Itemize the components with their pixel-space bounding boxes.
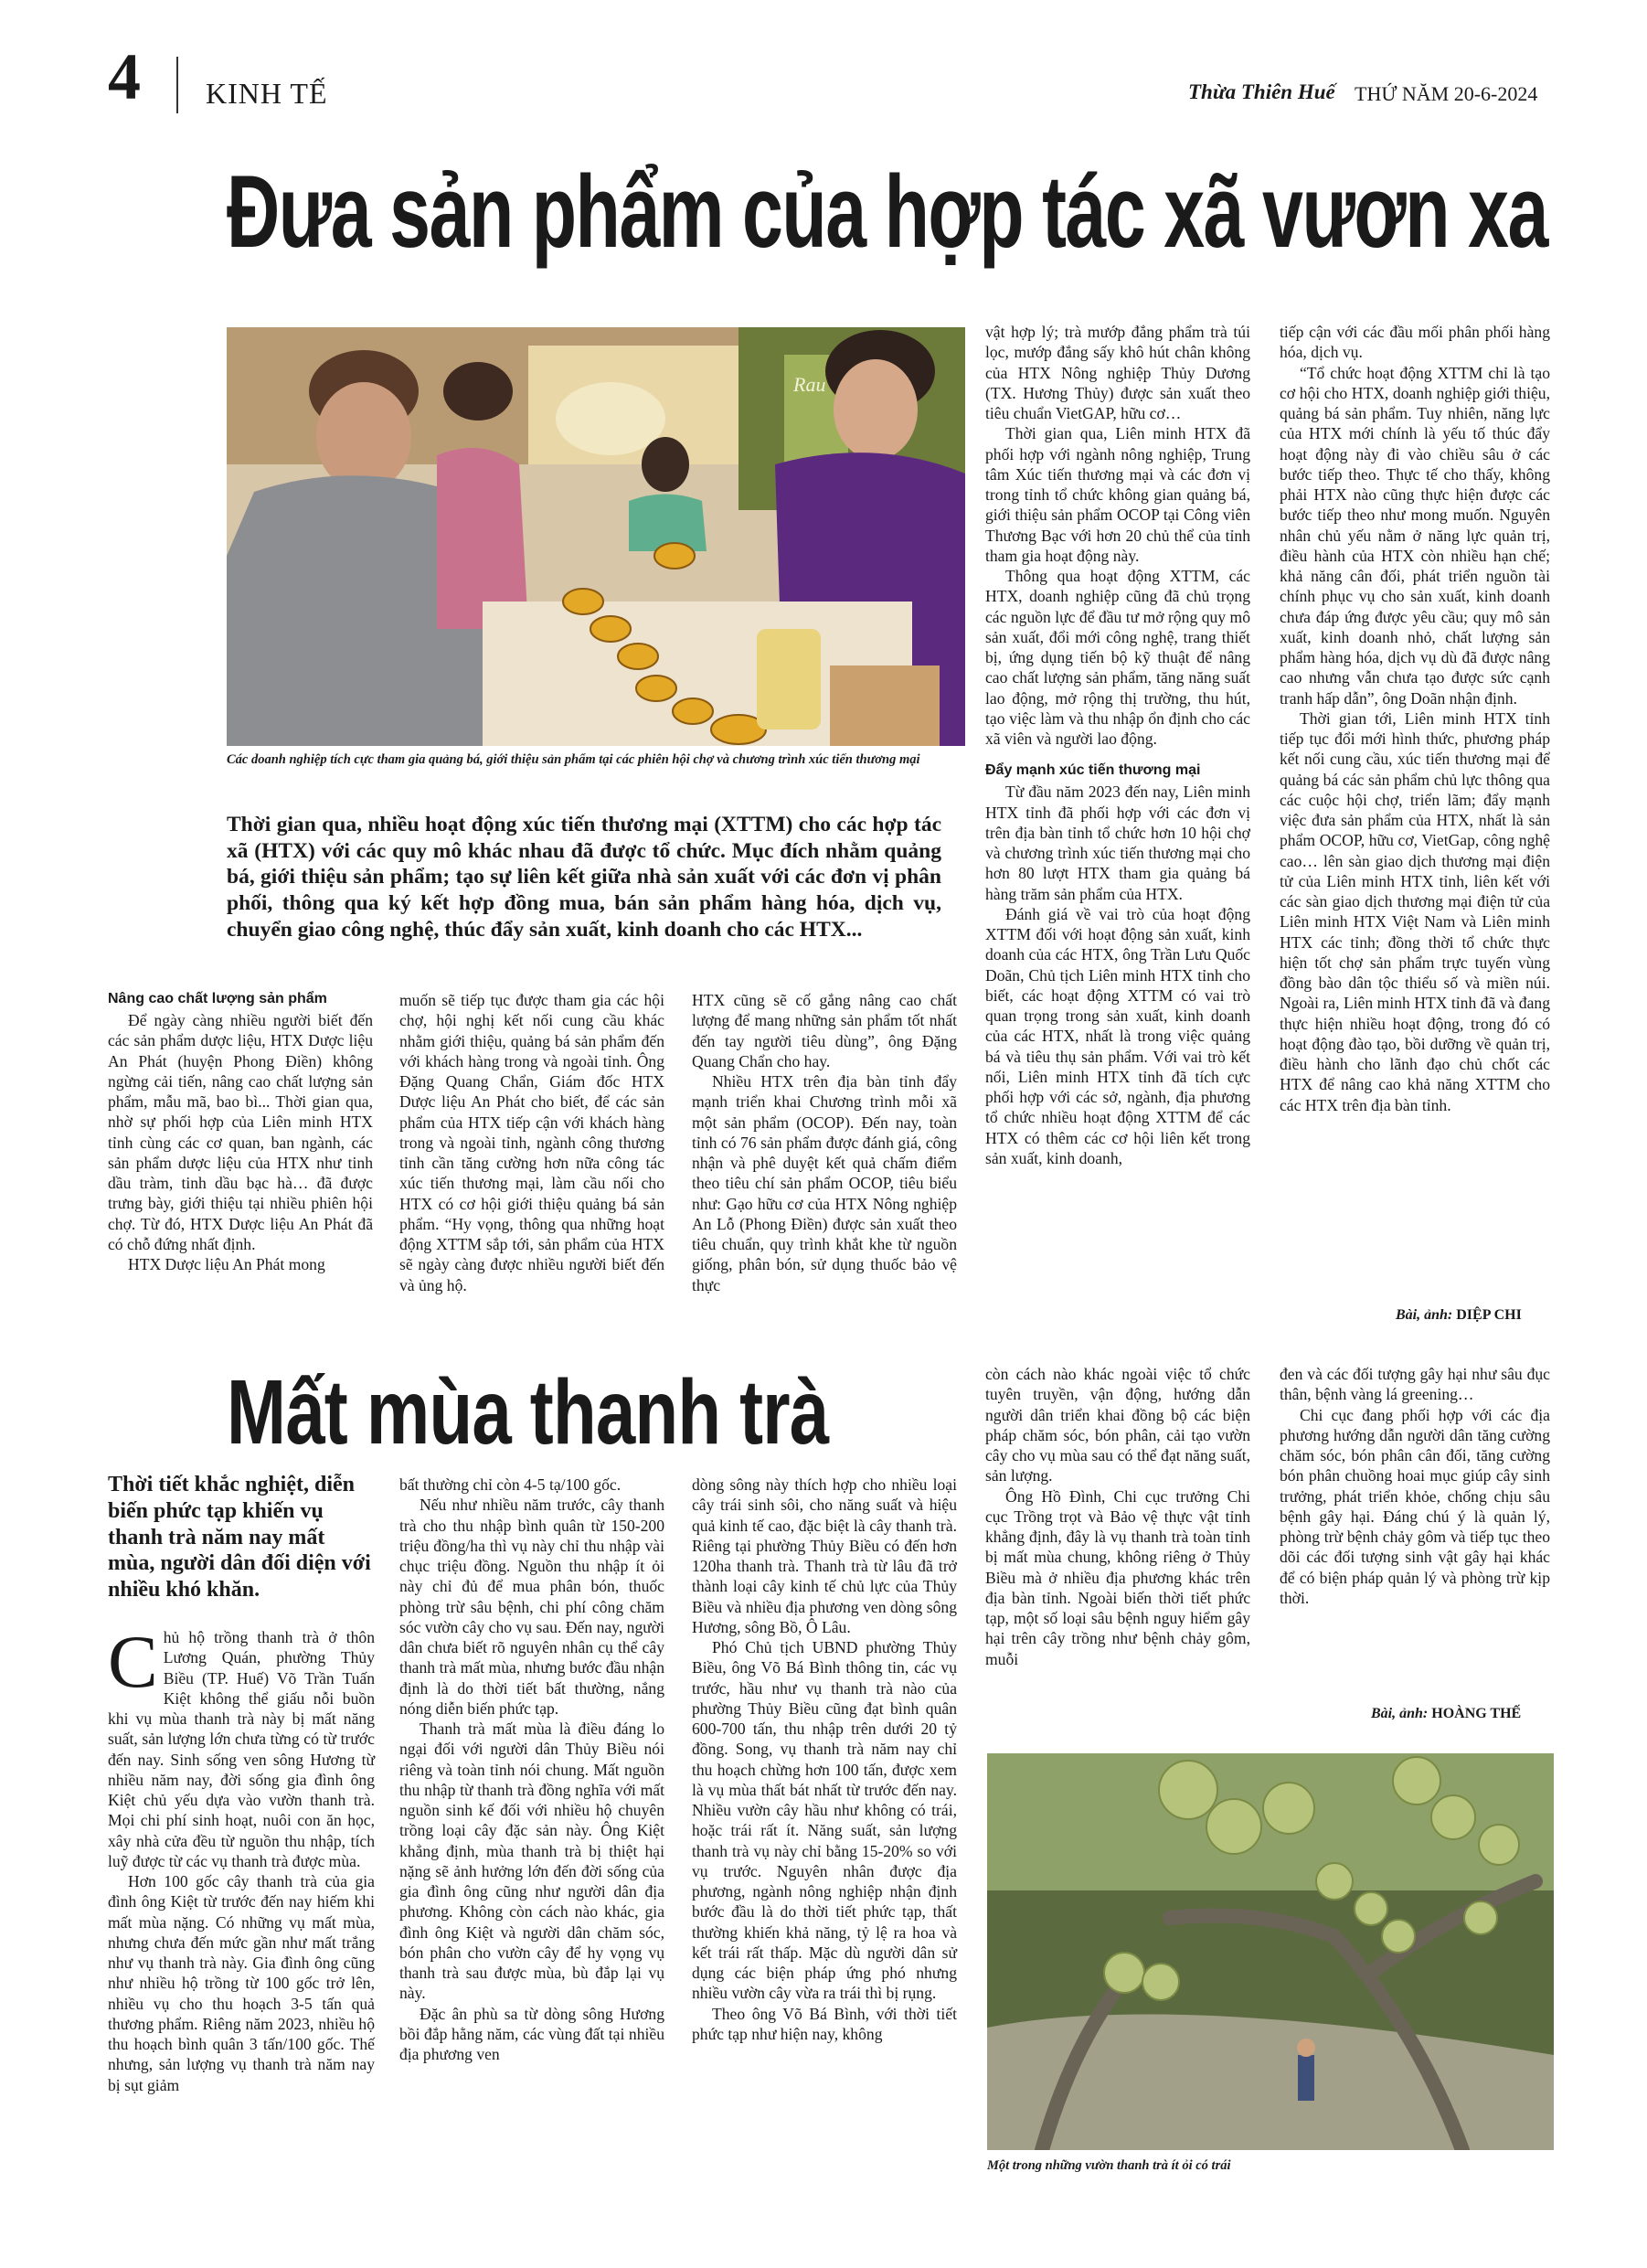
paragraph: Ông Hồ Đình, Chi cục trưởng Chi cục Trồng trọt và Bảo vệ thực vật tỉnh khẳng định, đây là vụ thanh trà toàn tỉnh bị mất mùa chung, không riêng ở Thủy Biều mà ở nhiều địa phương khác trên địa bàn tỉnh. Ngoài biến thời tiết phức tạp, một số loại sâu bệnh nguy hiểm gây hại trên cây trồng như bệnh chảy gôm, muỗi (985, 1486, 1250, 1668)
paragraph: tiếp cận với các đầu mối phân phối hàng hóa, dịch vụ. (1280, 323, 1550, 362)
paragraph: vật hợp lý; trà mướp đắng phẩm trà túi lọc, mướp đắng sấy khô hút chân không của HTX Nông nghiệp Thủy Dương (TX. Hương Thủy) được sản xuất theo tiêu chuẩn VietGAP, hữu cơ… (985, 323, 1250, 422)
paragraph: dòng sông này thích hợp cho nhiều loại cây trái sinh sôi, cho năng suất và hiệu quả kinh tế cao, đặc biệt là cây thanh trà. Riêng tại phường Thủy Biều có đến hơn 120ha thanh trà. Thanh trà từ lâu đã trở thành loại cây kinh tế chủ lực của Thủy Biều và nhiều địa phương ven dòng sông Hương, sông Bồ, Ô Lâu. (692, 1475, 957, 1636)
article2-headline: Mất mùa thanh trà (227, 1361, 829, 1464)
paragraph: Phó Chủ tịch UBND phường Thủy Biều, ông Võ Bá Bình thông tin, các vụ trước, hầu như vụ thanh trà nào của phường Thủy Biều cũng đạt bình quân 600-700 tấn, thu nhập trên dưới 20 tỷ đồng. Song, vụ thanh trà năm nay chỉ thu hoạch chừng hơn 100 tấn, được xem là vụ mùa thất bát nhất từ trước đến nay. Nhiều vườn cây hầu như không có trái, hoặc trái rất ít. Năng suất, sản lượng thanh trà vụ này chỉ bằng 15-20% so với vụ trước. Nguyên nhân được địa phương, ngành nông nghiệp nhận định bước đầu là do thời tiết phức tạp, thất thường khiến khả năng, tỷ lệ ra hoa và kết trái rất thấp. Mặc dù người dân sử dụng các biện pháp ứng phó nhưng nhiều vườn cây vừa ra trái thì bị rụng. (692, 1638, 957, 2003)
article2-photo-caption: Một trong những vườn thanh trà ít ỏi có trái (987, 2158, 1231, 2173)
issue-date: THỨ NĂM 20-6-2024 (1355, 82, 1538, 105)
article2-column-2 (399, 1475, 664, 2064)
article2-column-5 (1280, 1364, 1550, 1608)
article1-column-2 (399, 990, 664, 1295)
article1-photo-caption: Các doanh nghiệp tích cực tham gia quảng bá, giới thiệu sản phẩm tại các phiên hội chợ và chương trình xúc tiến thương mại (227, 752, 920, 767)
pomelo-orchard-image (987, 1753, 1554, 2150)
paragraph: Thời gian tới, Liên minh HTX tỉnh tiếp tục đổi mới hình thức, phương pháp kết nối cung cầu, xúc tiến thương mại để quảng bá các sản phẩm chủ lực thông qua các cuộc hội chợ, triển lãm; đẩy mạnh việc đưa sản phẩm của HTX, nhất là sản phẩm OCOP, hữu cơ, VietGap, công nghệ cao… lên sàn giao dịch thương mại điện tử của Liên minh HTX tỉnh, liên kết với các sàn giao dịch thương mại điện tử của Liên minh HTX Việt Nam và Liên minh HTX các tỉnh; đồng thời tổ chức thực hiện tốt chợ sản phẩm trực tuyến vùng đồng bào dân tộc thiểu số và miền núi. Ngoài ra, Liên minh HTX tỉnh đã và đang thực hiện nhiều hoạt động, trong đó có hoạt động đào tạo, bồi dưỡng về quản trị, điều hành cho lãnh đạo chủ chốt các HTX để nâng cao khả năng XTTM cho các HTX trên địa bàn tỉnh. (1280, 708, 1550, 1114)
article2-column-3 (692, 1475, 957, 2044)
paragraph: “Tổ chức hoạt động XTTM chỉ là tạo cơ hội cho HTX, doanh nghiệp giới thiệu, quảng bá sản phẩm. Tuy nhiên, năng lực của HTX mới chính là yếu tố thúc đẩy hoạt động này đi vào chiều sâu ở các bước tiếp theo. Thực tế cho thấy, không phải HTX nào cũng thực hiện được các bước tiếp theo như mong muốn. Nguyên nhân chủ yếu nằm ở năng lực quản trị, điều hành của HTX còn nhiều hạn chế; khả năng cân đối, phát triển nguồn tài chính phục vụ cho sản xuất, kinh doanh chưa đáp ứng được yêu cầu; quy mô sản xuất, kinh doanh nhỏ, chất lượng sản phẩm hàng hóa, dịch vụ dù đã được nâng cao nhưng vẫn chưa tạo được sức cạnh tranh hấp dẫn”, ông Doãn nhận định. (1280, 363, 1550, 708)
photo-sign-text: Rau (793, 373, 826, 396)
article1-headline: Đưa sản phẩm của hợp tác xã vươn xa (227, 154, 1547, 269)
article1-byline (1396, 1307, 1522, 1324)
byline-author: HOÀNG THẾ (1431, 1706, 1522, 1721)
header-divider (176, 57, 178, 113)
paragraph: hủ hộ trồng thanh trà ở thôn Lương Quán, phường Thủy Biều (TP. Huế) Võ Trần Tuấn Kiệt không thể giấu nỗi buồn khi vụ mùa thanh trà này bị mất năng suất, sản lượng lớn chưa từng có từ trước đến nay. Sinh sống ven sông Hương từ nhiều năm nay, đời sống gia đình ông Kiệt chủ yếu dựa vào vườn thanh trà. Mọi chi phí sinh hoạt, nuôi con ăn học, xây nhà cửa đều từ nguồn thu nhập, tích luỹ được từ các vụ thanh trà được mùa. (108, 1628, 375, 1870)
paragraph: Thông qua hoạt động XTTM, các HTX, doanh nghiệp cũng đã chủ trọng các nguồn lực để đầu tư mở rộng quy mô sản xuất, đổi mới công nghệ, trang thiết bị, ứng dụng tiến bộ kỹ thuật để nâng cao chất lượng sản phẩm, tăng năng suất lao động, mở rộng thị trường, thu hút, tạo việc làm và thu nhập ổn định cho các xã viên và người lao động. (985, 567, 1250, 748)
section-name: KINH TẾ (206, 77, 328, 110)
drop-cap: C (108, 1620, 158, 1703)
article2-column-1 (108, 1620, 375, 2095)
paragraph: Hơn 100 gốc cây thanh trà của gia đình ông Kiệt từ trước đến nay hiếm khi mất mùa nặng. Có những vụ mất mùa, nhưng chưa đến mức gần như mất trắng như vụ thanh trà này. Gia đình ông cũng như nhiều hộ trồng từ 100 gốc trở lên, nhiều vụ cho thu hoạch 3-5 tấn quả thương phẩm. Riêng năm 2023, nhiều hộ thu hoạch bình quân 3 tấn/100 gốc. Thế nhưng, sản lượng vụ thanh trà năm nay bị sụt giảm (108, 1872, 375, 2094)
paragraph: Nhiều HTX trên địa bàn tỉnh đẩy mạnh triển khai Chương trình mỗi xã một sản phẩm (OCOP). Đến nay, toàn tỉnh có 76 sản phẩm được đánh giá, công nhận và phê duyệt kết quả chấm điểm theo tiêu chí sản phẩm OCOP, tiêu biểu như: Gạo hữu cơ của HTX Nông nghiệp An Lỗ (Phong Điền) được sản xuất theo tiêu chuẩn, quy trình khắt khe từ nguồn giống, phân bón, sử dụng thuốc bảo vệ thực (692, 1072, 957, 1294)
article1-lead: Thời gian qua, nhiều hoạt động xúc tiến thương mại (XTTM) cho các hợp tác xã (HTX) với các quy mô khác nhau đã được tổ chức. Mục đích nhằm quảng bá, giới thiệu sản phẩm; tạo sự liên kết giữa nhà sản xuất với các đơn vị phân phối, thông qua ký kết hợp đồng mua, bán sản phẩm hàng hóa, dịch vụ, chuyển giao công nghệ, thúc đẩy sản xuất, kinh doanh cho các HTX... (227, 813, 941, 942)
subheading: Nâng cao chất lượng sản phẩm (108, 991, 327, 1006)
paragraph: Theo ông Võ Bá Bình, với thời tiết phức tạp như hiện nay, không (692, 2004, 957, 2043)
paragraph: muốn sẽ tiếp tục được tham gia các hội chợ, hội nghị kết nối cung cầu khác nhằm giới thiệu, quảng bá sản phẩm đến với khách hàng trong và ngoài tỉnh. Ông Đặng Quang Chẩn, Giám đốc HTX Dược liệu An Phát cho biết, để các sản phẩm của HTX tiếp cận với khách hàng trong và ngoài tỉnh, ngành công thương tỉnh cần tăng cường hơn nữa công tác xúc tiến thương mại, làm cầu nối cho HTX có cơ hội giới thiệu quảng bá sản phẩm. “Hy vọng, thông qua những hoạt động XTTM sắp tới, sản phẩm của HTX sẽ ngày càng được nhiều người biết đến và ủng hộ. (399, 991, 664, 1294)
paragraph: còn cách nào khác ngoài việc tổ chức tuyên truyền, vận động, hướng dẫn người dân triển khai đồng bộ các biện pháp chăm sóc, bón phân, cải tạo vườn cây cho vụ mùa sau có thể đạt năng suất, sản lượng. (985, 1365, 1250, 1485)
article1-column-3 (692, 990, 957, 1295)
article1-column-5 (1280, 322, 1550, 1115)
paragraph: HTX Dược liệu An Phát mong (128, 1255, 325, 1274)
article2-byline (1371, 1706, 1521, 1722)
article1-column-4 (985, 322, 1250, 1168)
article1-column-1 (108, 990, 373, 1274)
byline-author: DIỆP CHI (1456, 1307, 1522, 1323)
paragraph: Chi cục đang phối hợp với các địa phương hướng dẫn người dân tăng cường chăm sóc, bón phân cân đối, tăng cường bón phân chuồng hoai mục giúp cây sinh trưởng, phát triển khỏe, chống chịu sâu bệnh gây hại. Đáng chú ý là quản lý, phòng trừ bệnh chảy gôm và tiếp tục theo dõi các đối tượng sinh vật gây hại khác để có biện pháp quản lý và phòng trừ kịp thời. (1280, 1405, 1550, 1607)
article2-column-4 (985, 1364, 1250, 1669)
article1-photo (227, 327, 965, 746)
paragraph: Nếu như nhiều năm trước, cây thanh trà cho thu nhập bình quân từ 150-200 triệu đồng/ha thì vụ này chỉ thu nhập vài chục triệu đồng. Nguồn thu nhập ít ỏi này chỉ đủ để mua phân bón, thuốc phòng trừ sâu bệnh, chi phí công chăm sóc vườn cây cho vụ sau. Đến nay, người dân chưa biết rõ nguyên nhân cụ thể cây thanh trà mất mùa, nhưng bước đầu nhận định là do thời tiết bất thường, nắng nóng diễn biến phức tạp. (399, 1496, 664, 1718)
paragraph: Thanh trà mất mùa là điều đáng lo ngại đối với người dân Thủy Biều nói riêng và toàn tỉnh nói chung. Mất nguồn thu nhập từ thanh trà đồng nghĩa với mất nguồn sinh kế đối với nhiều hộ chuyên trồng loại cây đặc sản này. Ông Kiệt khẳng định, mùa thanh trà bị thiệt hại nặng sẽ ảnh hưởng lớn đến đời sống của gia đình ông cũng như người dân địa phương. Không còn cách nào khác, gia đình ông Kiệt và người dân chăm sóc, bón phân cho vườn cây để hy vọng vụ thanh trà sau được mùa, bù đắp lại vụ này. (399, 1720, 664, 2003)
page-number: 4 (108, 40, 141, 113)
paragraph: Thời gian qua, Liên minh HTX đã phối hợp với ngành nông nghiệp, Trung tâm Xúc tiến thương mại và các đơn vị trong tỉnh tổ chức không gian quảng bá, giới thiệu sản phẩm OCOP tại Công viên Thương Bạc với hơn 20 chủ thể của tỉnh tham gia hoạt động này. (985, 424, 1250, 565)
paragraph: Để ngày càng nhiều người biết đến các sản phẩm dược liệu, HTX Dược liệu An Phát (huyện Phong Điền) không ngừng cải tiến, nâng cao chất lượng sản phẩm, mẫu mã, bao bì... Thời gian qua, nhờ sự phối hợp của Liên minh HTX tỉnh cùng các cơ quan, ban ngành, các sản phẩm dược liệu của HTX như tinh dầu tràm, tinh dầu bạc hà… đã được trưng bày, giới thiệu tại nhiều phiên hội chợ. Từ đó, HTX Dược liệu An Phát đã có chỗ đứng nhất định. (108, 1011, 373, 1253)
paragraph: Đánh giá về vai trò của hoạt động XTTM đối với hoạt động sản xuất, kinh doanh của các HTX, ông Trần Lưu Quốc Doãn, Chủ tịch Liên minh HTX tỉnh cho biết, các hoạt động XTTM có vai trò quan trọng trong sản xuất, kinh doanh của các HTX, nhất là trong việc quảng bá và tiêu thụ sản phẩm. Với vai trò kết nối, Liên minh HTX tỉnh đã tích cực phối hợp với các sở, ngành, địa phương tổ chức nhiều hoạt động XTTM để các HTX có thêm các cơ hội liên kết trong sản xuất, kinh doanh, (985, 904, 1250, 1167)
byline-prefix: Bài, ảnh: (1371, 1706, 1429, 1721)
paragraph: Từ đầu năm 2023 đến nay, Liên minh HTX tỉnh đã phối hợp với các đơn vị trên địa bàn tỉnh tổ chức hơn 10 hội chợ và chương trình xúc tiến thương mại cho hơn 80 lượt HTX tham gia quảng bá hàng trăm sản phẩm của HTX. (985, 783, 1250, 903)
paragraph: HTX cũng sẽ cố gắng nâng cao chất lượng để mang những sản phẩm tốt nhất đến tay người tiêu dùng”, ông Đặng Quang Chẩn cho hay. (692, 991, 957, 1070)
paragraph: bất thường chỉ còn 4-5 tạ/100 gốc. (399, 1475, 622, 1494)
byline-prefix: Bài, ảnh: (1396, 1307, 1453, 1323)
newspaper-name: Thừa Thiên Huế (1188, 80, 1335, 103)
paragraph: Đặc ân phù sa từ dòng sông Hương bồi đắp hằng năm, các vùng đất tại nhiều địa phương ven (399, 2004, 664, 2063)
paragraph: đen và các đối tượng gây hại như sâu đục thân, bệnh vàng lá greening… (1280, 1365, 1550, 1404)
market-stall-image (227, 327, 965, 746)
article2-lead: Thời tiết khắc nghiệt, diễn biến phức tạp khiến vụ thanh trà năm nay mất mùa, người dân đối diện với nhiều khó khăn. (108, 1473, 371, 1603)
article2-photo (987, 1753, 1554, 2150)
subheading: Đẩy mạnh xúc tiến thương mại (985, 762, 1201, 779)
